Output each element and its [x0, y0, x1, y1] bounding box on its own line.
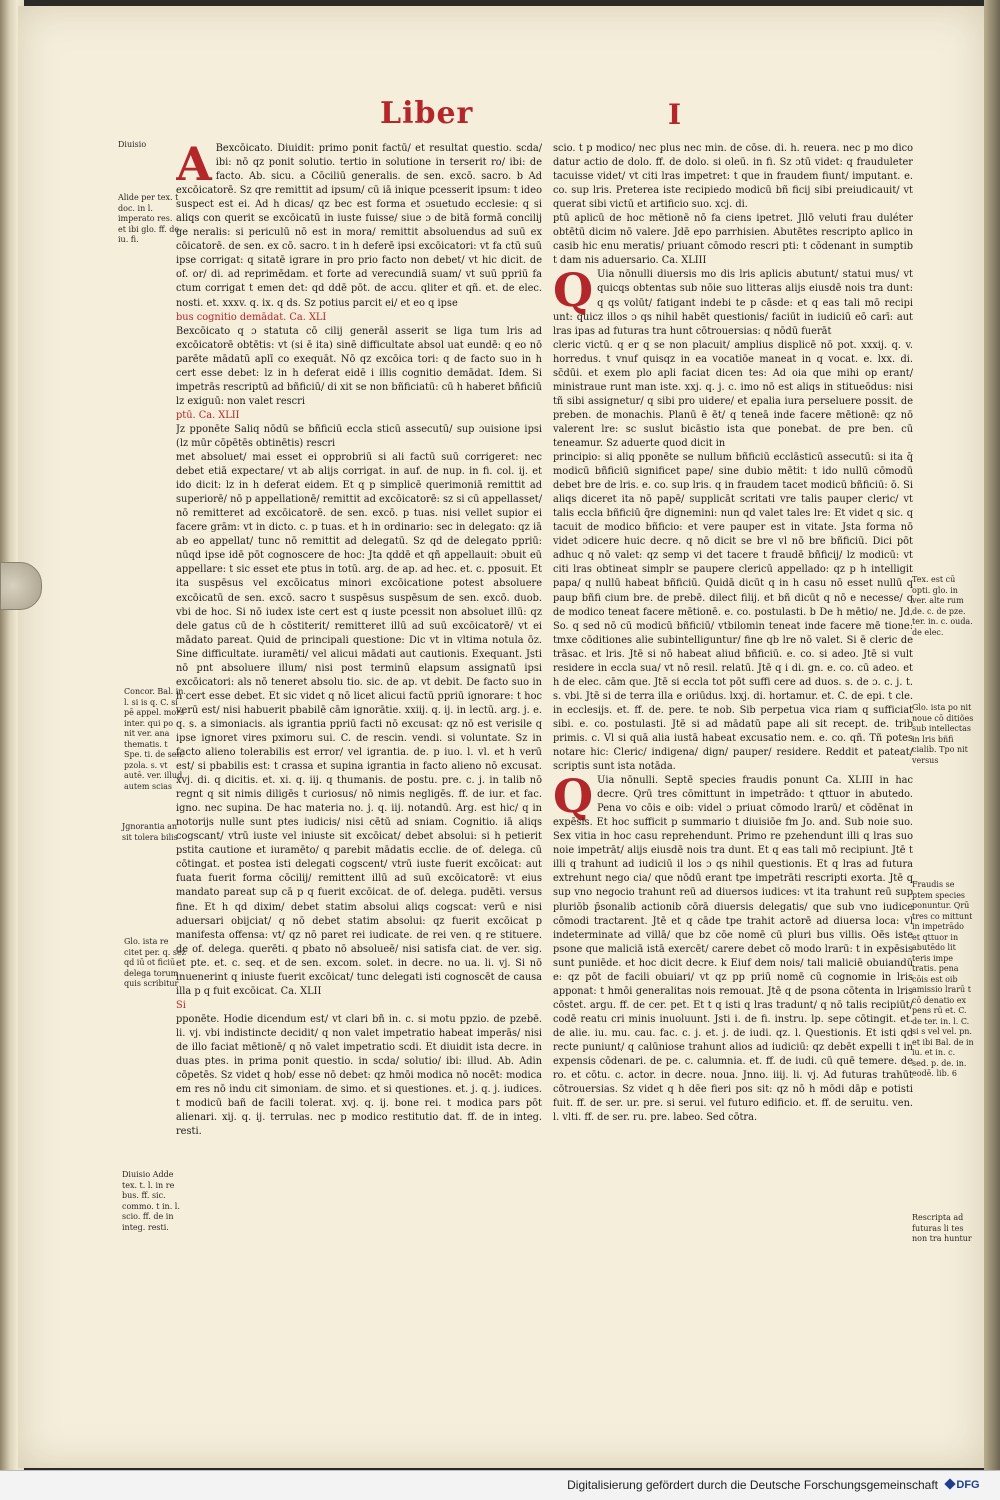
decorated-initial: A: [176, 142, 212, 191]
dfg-logo: DFG: [948, 1476, 988, 1494]
gloss-text: scio. t p modico/ nec plus nec min. de cōse. di. h. reuera. nec p mo dico datur actio de dolo. ff. de dolo. si oleū. in fi. Sz ɔtū videt: q frauduleter tacuisse videt/ vt citi lras impetret: t que in fraudem fiunt/ imputant. e. co. sup lris. Preterea iste recipiedo modicū bñ ficij sibi preiudicauit/ vt querat sibi victū et artificio suo. xcj. di.: [553, 143, 913, 211]
gloss-text: pponēte. Hodie dicendum est/ vt clari bñ in. c. si motu ppzio. de pzebē. li. vj. vbi indistincte decidit/ q non valet impetratio habeat imperās/ nisi de illo faciat mētionē/ q nō valet impetratio scdi. Et diuidit ista decre. in duas ptes. in prima ponit questio. in scda/ solutio/ ibi: illud. Ab. Adin cōpetēs. Sz videt q hob/ esse nō debet: qz hmōi modica nō nocēt: modica em res nō indu cit simoniam. de simo. et si questiones. et. j. q. j. iudices. t modicū bañ de facili tolerat. xvj. q. ij. bone rei. t modica pars pōt alienari. xij. q. ij. terrulas. nec p modico restitutio dat. ff. de in integ. resti.: [176, 1013, 542, 1138]
margin-note: Rescripta ad futuras li tes non tra huntur: [912, 1213, 972, 1243]
margin-note: Jgnorantia an sit tolera bilis: [122, 822, 178, 842]
margin-note: Fraudis se ptem species ponuntur. Qrū tres co mittunt in impetrādo et qttuor in abutēdo lit teris impe tratis. pena cōis est oib amissio lrarū t cō denatio ex pens rū et. C. de ter. in. l. C. si s vel vel. pn. et ibi Bal. de in iu. et in. c. sed. p. de. in. eodē. lib. 6: [912, 880, 974, 1078]
margin-note: Tex. est cū opti. glo. in ver. alte rum de. c. de pze. ter. in. c. ouda. de elec.: [912, 575, 973, 637]
chapter-initial: Si: [176, 999, 186, 1011]
margin-note: Alide per tex. t doc. in l. imperato res. et ibi glo. ff. de iu. fi.: [118, 193, 180, 244]
book-clasp: [0, 562, 42, 610]
decretal-text: ptū aplicū de hoc mētionē nō fa ciens ipetret. Jllō veluti frau duléter obtētū dicim nō valere. Jdē epo parrhisien. Abutētes rescripto aplico in casib hic enu meratis/ priuant cōmodo rescri pti: t cōdenant in sumptib t dam nis aduersario. Ca. XLIII: [553, 213, 913, 267]
left-text-column: [176, 142, 542, 1287]
margin-note: Glo. ista po nit noue cō ditiões sub intellectas in lris bñfi cialib. Tpo nit versus: [912, 703, 974, 765]
running-head: [0, 96, 1000, 136]
running-head-title: Liber: [380, 96, 474, 131]
gloss-text: Bexcōicato. Diuidit: primo ponit factū/ et resultat questio. scda/ ibi: nō qz ponit solutio. tertio in solutione in terserit ro/ ibi: de facto. Ab. sicu. a Cōciliū generalis. de sen. excō. sacro. b Ad excōicatorē. Sz qre remittit ad ipsum/ cū iā inique pcesserit ipsum: t ideo suspect est ei. Ad h dicas/ qz bec est forma et ɔsuetudo ecclesie: q si aliqs con querit se excōicatū in iuste fuisse/ siue ɔ de bitā formā concilij ge neralis: si periculū nō est in mora/ remittit absoluendus ad suū ex cōicatorē. de sen. ex cō. sacro. t in h deferē ipsi excōicatori: vt fa ctū suū ipse corrigat: q sitatē igrare in pro prio facto non debet/ vt hic dicit. de of. or/ di. ad reprimēdam. et forte ad verecundiā suam/ vt suū ppriū fa ctum corrigat t emen det: qd ddē pōt. de accu. qliter et qñ. et. de elec. nosti. et. xxxv. q. ix. q ds. Sz potius parcit ei/ et eo q ipse: [176, 143, 542, 309]
margin-note: Glo. ista re citet per. q. sez qd iū ot ficiū delega torum quis scribitur: [124, 937, 186, 988]
gloss-text: cleric victū. q er q se non placuit/ amplius displicē nō pot. xxxij. q. v. horredus. t vnuf quisqz in ea vocatiōe maneat in q vocat. e. lxx. di. sc̄dūi. et exem plo apli faciat dicen tes: Ad oia que mihi op erant/ ministraue runt man iste. xxj. q. j. c. imo nō est aliqs in stitueōdus: nisi tñ sibi assignetur/ q sibi pro uidere/ et epalia iura perseluere possit. de preben. de monachis. Planū ē ēt/ q teneā inde facere mētionē: qz nō valerent lre: sc suslut bicāstio ista que ponebat. de pre ben. cū teneamur. Sz aduerte quod dicit in: [553, 339, 913, 449]
footer-bar: [0, 1470, 1000, 1500]
margin-note: Diuisio: [118, 140, 147, 149]
margin-note: Concor. Bal. in. l. si is q. C. si pē appel. mors inter. qui po nit ver. ana thematis. t Spe. ti. de sen. pzola. s. vt autē. ver. illud autem scias: [124, 687, 186, 791]
decretal-text: Bexcōicato q ɔ statuta cō cilij generāl asserit se liga tum lris ad excōicatorē obtētis: vt (si ē ita) sinē difficultate absol uat eundē: q eo nō parēte mādatū aplī co exequāt. Nō qz excōica tori: q de facto suo in h cert esse debet: lz in h deferat eidē i illis cognitio demādat. Idem. Si impetrās rescriptū ad bñficiū/ di xit se non bñficiatū: cū h haberet bñficiū lz exiguū: non valet rescri: [176, 325, 542, 407]
chapter-heading: bus cognitio demādat. Ca. XLI: [176, 311, 327, 323]
margin-note: Diuisio Adde tex. t. l. in re bus. ff. sic. commo. t in. l. scio. ff. de in integ. resti.: [122, 1170, 180, 1232]
book-fore-edge: [984, 0, 1000, 1470]
gloss-text: principio: si aliq pponēte se nullum bñficiū ecclāsticū assecutū: si ita q̄ modicū bñficiū significet pape/ sine dubio mētit: t ido nullū cōmodū debet bre de lris. e. co. sup lris. q in fraudem tacet modicū bñficiū: ō. Si aliqs diceret ita nō papē/ supplicāt scritati vre talis pauper cleric/ vt talis eccla bñficiū q̄re dignemini: nun qd valet tales lre: Et videt q sic. q tacuit de modico bñficio: et vere pauper est in vitate. Jsta forma nō videt ɔdicere huic decre. q nō dicit se bre vl nō bre bñficiū. Dici pōt adhuc q nō valet: qz semp vi det tacere t fraudē bñficij/ lz modicū: vt citi lras obtineat simplr se paupere clericū appellado: qz p h intelligit papa/ q nullū habeat bñficiū. Quidā dicūt q in h casu nō esset nullū q paup bñfi cium bre. de prebē. dilect filij. et bñ dicūt q nō e necesse/ q de modico teneat facere mētionē. e. co. postulasti. b De h mētio/ ne. Jd. So. q sed nō cū modicū bñficiū/ vtbilomin teneat inde facere mē tione: tmxe cōditiones alie subintelliguntur/ fine qb lre nō valet. Si ē cleric de trāsac. et lris. Jtē si nō habeat aliud bñficiū. e. co. si adeo. Jtē si vult residere in eccla sua/ vt nō resil. relatū. Jtē q i di. gn. e. co. cū adeo. et h de elec. cām que. Jtē si eccla tot pōt suffi cere ad duos. s. de ɔ. c. j. t. s. vbi. Jtē si de terra illa e oriūdus. lxxj. di. hortamur. et. C. de epi. t cle. in ecclesijs. et. ff. de. pere. te nob. Sib perpetua vica riam q sufficiat sibi. e. co. postulasti. Jtē si ad mādatū pape ali sit recept. de. trib primis. c. Vl si quā alia iustā habeat excusatio nem. e. co. qñ. Tñ potes notare hic: Cleric/ indigena/ dign/ pauper/ residere. Reddit et pateat/ scriptis sunt ista notāda.: [553, 452, 913, 773]
decorated-initial: Q: [553, 263, 594, 318]
chapter-heading: ptū. Ca. XLII: [176, 409, 240, 421]
decretal-text: Jz pponēte Saliq nōdū se bñficiū eccla sticū assecutū/ sup ɔuisione ipsi (lz mūr cōpētēs obtinētis) rescri: [176, 423, 542, 449]
right-text-column: [553, 142, 913, 1292]
funding-notice: Digitalisierung gefördert durch die Deutsche Forschungsgemeinschaft: [567, 1478, 938, 1492]
folio-number: I: [668, 98, 682, 131]
decretal-text: Uia nōnulli diuersis mo dis lris aplicis abutunt/ statui mus/ vt quicqs obtentas sub nōie suo litteras alijs eiusdē nois tra dunt: q qs volūt/ fatigant indebi te p cāsde: et q eas tali mō recipi unt: quicz illos ɔ qs nihil habēt questionis/ faciūt in iudiciū eō carī: aut lras ipas ad futuras tra hunt cōtrouersias: q nōdū fuerāt: [553, 269, 913, 337]
gloss-text: met absoluet/ mai esset ei opprobriū si ali factū suū corrigeret: nec debet etiā expectare/ vt ab alijs corrigat. in auf. de nup. in fi. col. ij. et ido dicit: lz in h deferat eidem. Et q p simplicē querimoniā remittit ad superiorē/ nō p appellationē/ remittit ad excōicatorē: sz si cū appellasset/ nō remitteret ad excōicatorē. de sen. excō. p tuas. nisi vellet supior ei facere grām: vt in dicto. c. p tuas. et h in ordinario: sec in delegato: qz iā ab eo appellat/ tunc nō remittit ad delegatū. Sz qd de delegato ppriū: nūqd ipse idē pōt cognoscere de hoc: Jta qddē et qñ appellauit: ɔbuit eū appellare: t sic esset ete ptus in totū. arg. de ap. ad hec. et. c. pposuit. Et ita suspēsus vel excōicatus minori excōicatione potest absoluere excōicatū de sen. excō. sacro t suspēsus suspēsum de sen. excō. duob. vbi de hoc. Si nō iudex iste cert est q iuste pcessit non absoluet illū: qz dele gatus cū de h cōstiterit/ remitteret illū ad suū excōicatorē/ vt ei mādato pareat. Quid de principali questione: Dic vt in vltima notula ōz. Sine difficultate. iuramēti/ vel alicui mādati aut cautionis. Exequant. Jsti nō pnt absoluere illum/ nisi post terminū elapsum assignatū ipsi excōicatori: als nō teneret absolu tio. sic. de ap. vt debit. De facto suo in h cert esse debet. Et sic videt q nō licet alicui factū ppriū ignorare: t hoc verū est/ nisi habuerit pbabilē cām ignorātie. xxiij. q. ij. in lectū. arg. j. e. q. s. a simoniacis. als igrantia ppriū facti nō excusat: qz nō est verisile q ipse ignoret vires pximoru sui. C. de rescin. vendi. si voluntate. Sz in facto alieno tolerabilis est error/ vel igrantia. de. p iuo. l. vl. et h verū est/ si pbabilis est: t crassa et supina igrantia in facto alieno nō excusat. xvj. di. q dicitis. et. xi. q. iij. q thumanis. de postu. pre. c. j. in talib nō regnt q sit nimis diligēs t curiosus/ nō nimis negligēs. ff. de iur. et fac. igno. nec supina. De hac materia no. j. q. iij. notandū. Arg. est hic/ q in notorijs nulle sunt ptes iudicis/ nisi cētū ad sniam. Cognitio. iā aliqs cogscant/ vtrū iuste vel iniuste sit excōicat/ debet absolui: si h petierit pstita cautione et iuramēto/ q parebit mādatis ecclie. de of. delega. cū cōtingat. et postea isti delegati cogscent/ vtrū iuste fuerit excōicat: aut fuata fuerit forma cōcilij/ remittent illū ad suū excōicatorē: vt eius mandato pareat sup cā p q fuerit excōicat. de of. delega. pudēti. versus fine. Et h qd dixim/ debet statim absolui aliqs cogscat: verū e nisi aduersari obijciat/ q nō debet statim absolui: qz fuerit excōicat p manifesta offensa: vt/ qz nō paret rei iudicate. de rei ven. q re stituere. de of. delega. querēti. q pbato nō absolueē/ nisi satisfa ciat. de ver. sig. et pte. et. c. seq. et de sen. excom. solet. in decre. no ua. li. vj. Si nō inuenerint q iniuste fuerit excōicat/ tunc delegati isti cognoscēt de causa illa p q fuit excōicat. Ca. XLII: [176, 452, 542, 997]
decorated-initial: Q: [553, 769, 594, 824]
gloss-text: Uia nōnulli. Septē species fraudis ponunt Ca. XLIII in hac decre. Qrū tres cōmittunt in impetrādo: t qttuor in abutedo. Pena vo cōis e oib: videl ɔ priuat cōmodo lrarū/ et cōdēnat in expēsis. Et hoc sufficit p summario t diuisiōe fm Jo. and. Sub noie suo. Sex vitia in hoc casu reprehendunt. Primo re pzehendunt illi q lras suo noie impetrāt/ alijs eiusdē nois tra dunt. Et q eas tali mō recipiunt. Jtē t illi q trahunt ad iudiciū il los ɔ qs nihil questionis. Et q lras ad futura extrehunt nego cia/ que nōdū erant tpe impetrāti rescripti exorta. Jtē q sup vno negocio trahunt reū ad diuersos iudices: vt ita trahunt reū sup pluriōb p̄sonalib actionib cōrā diuersis delegatis/ que sub vno iudice cōmodi tractarent. Jtē et q cāde tpe trahit actorē ad diuersa loca: vl indeterminate ad villā/ que bz cōe nomē cū pluri bus villis. Oēs iste psone que maliciā istā exercēt/ carere debet cō modo lrarū: t in expēsis sunt puniēde. et hoc dicit decre. k Eiuf dem nois/ tali maliciē obuiandū e: qz pōt de facili obuiari/ vt qz pp priū nomē cū cognomie in lris apponat: t hmōi generalitas nois remouat. Jtē q de psona cōtenta in lris cōstet. argu. ff. de cer. pet. Et t q isti q lras tradunt/ q nō talis recipiūt/ codē reatu cri minis inuoluunt. Jsti i. de fi. instru. lp. sepe cōtingit. et. de alie. iu. mu. cau. fac. c. j. et. j. de iudi. qz. l. Questionis. Et isti qd recte puniunt/ q calūniose trahunt alios ad iudiciū: qz debēt expelli t in expensis cōdenari. de pe. c. calumnia. et. ff. de iudi. cū quē temere. de ro. et cōtu. c. actor. in decre. noua. Jnno. iiij. li. vj. Ad futuras trahūt cōtrouersias. Sz videt q h dēe fieri pos sit: qz nō h mōdi dāp e potisti fuit. ff. de ser. ur. pre. si serui. vel futuro edificio. et. ff. de seruitu. ven. l. vlti. ff. de ser. ru. pre. labeo. Sed cōtra.: [553, 775, 913, 1124]
